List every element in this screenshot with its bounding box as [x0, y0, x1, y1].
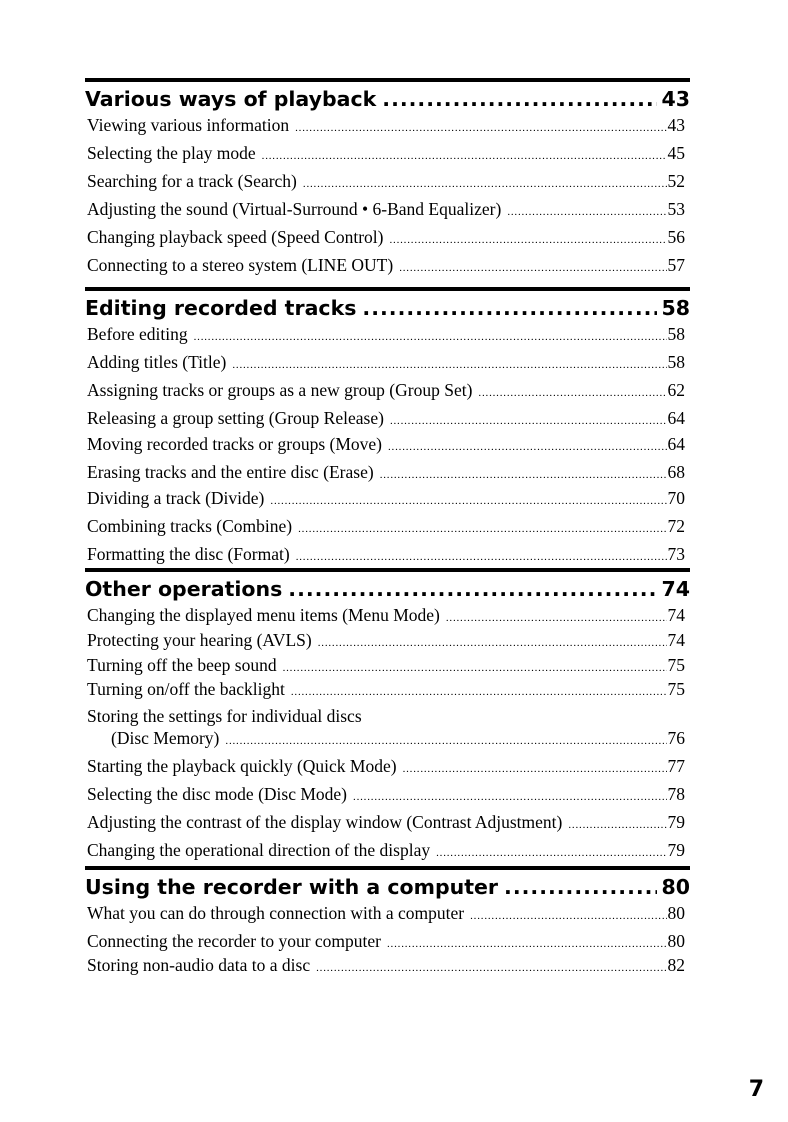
toc-entry[interactable]: Changing playback speed (Speed Control) ..... 56: [87, 227, 685, 250]
toc-entry[interactable]: Releasing a group setting (Group Release) ..... 64: [87, 408, 685, 431]
toc-entry[interactable]: Protecting your hearing (AVLS) ..... 74: [87, 630, 685, 653]
toc-entry[interactable]: Formatting the disc (Format) ..... 73: [87, 544, 685, 567]
toc-section-playback: [85, 78, 690, 278]
dot-leader: [382, 87, 657, 111]
section-heading[interactable]: [85, 87, 690, 115]
section-rule: [85, 78, 690, 82]
toc-entry[interactable]: Moving recorded tracks or groups (Move) ..... 64: [87, 434, 685, 457]
section-title: Various ways of playback: [85, 87, 377, 111]
toc-entry[interactable]: Changing the displayed menu items (Menu Mode) ..... 74: [87, 605, 685, 628]
toc-entry[interactable]: Starting the playback quickly (Quick Mode) ..... 77: [87, 756, 685, 779]
toc-entry[interactable]: Searching for a track (Search) ..... 52: [87, 171, 685, 194]
toc-entry[interactable]: Turning off the beep sound ..... 75: [87, 655, 685, 678]
toc-entry[interactable]: Changing the operational direction of the display ..... 79: [87, 840, 685, 863]
toc-entry[interactable]: Assigning tracks or groups as a new group (Group Set) ..... 62: [87, 380, 685, 403]
section-page: 58: [661, 296, 690, 320]
section-title: Using the recorder with a computer: [85, 875, 499, 899]
toc-section-editing: [85, 287, 690, 567]
toc-entry-first-line[interactable]: Storing the settings for individual discs: [87, 706, 362, 726]
toc-entry[interactable]: Combining tracks (Combine) ..... 72: [87, 516, 685, 539]
section-rule: [85, 866, 690, 870]
toc-entry[interactable]: Dividing a track (Divide) ..... 70: [87, 488, 685, 511]
toc-entry[interactable]: Adding titles (Title) ..... 58: [87, 352, 685, 375]
toc-entry[interactable]: Connecting to a stereo system (LINE OUT) ..... 57: [87, 255, 685, 278]
section-title: Editing recorded tracks: [85, 296, 357, 320]
toc-entry[interactable]: Before editing ..... 58: [87, 324, 685, 347]
toc-entry[interactable]: Selecting the disc mode (Disc Mode) ..... 78: [87, 784, 685, 807]
section-heading[interactable]: [85, 577, 690, 605]
toc-entry[interactable]: Turning on/off the backlight ..... 75: [87, 679, 685, 702]
toc-entry[interactable]: Connecting the recorder to your computer ..... 80: [87, 931, 685, 954]
section-heading[interactable]: [85, 875, 690, 903]
toc-entry[interactable]: Adjusting the contrast of the display window (Contrast Adjustment) ..... 79: [87, 812, 685, 835]
toc-section-computer: [85, 866, 690, 978]
dot-leader: [288, 577, 657, 601]
toc-entry[interactable]: What you can do through connection with a computer ..... 80: [87, 903, 685, 926]
section-title: Other operations: [85, 577, 283, 601]
section-heading[interactable]: [85, 296, 690, 324]
section-page: 80: [661, 875, 690, 899]
toc-entry[interactable]: Erasing tracks and the entire disc (Erase) ..... 68: [87, 462, 685, 485]
toc-entry[interactable]: Adjusting the sound (Virtual-Surround • 6-Band Equalizer) ..... 53: [87, 199, 685, 222]
toc-entry[interactable]: Viewing various information ..... 43: [87, 115, 685, 138]
dot-leader: [504, 875, 657, 899]
page-number: 7: [748, 1077, 764, 1102]
section-rule: [85, 568, 690, 572]
toc-entry-continued[interactable]: (Disc Memory) ..... 76: [87, 728, 685, 751]
dot-leader: [362, 296, 657, 320]
section-page: 43: [661, 87, 690, 111]
section-rule: [85, 287, 690, 291]
section-page: 74: [661, 577, 690, 601]
toc-entry[interactable]: Selecting the play mode ..... 45: [87, 143, 685, 166]
toc-section-other: [85, 568, 690, 863]
toc-entry[interactable]: Storing non-audio data to a disc ..... 82: [87, 955, 685, 978]
